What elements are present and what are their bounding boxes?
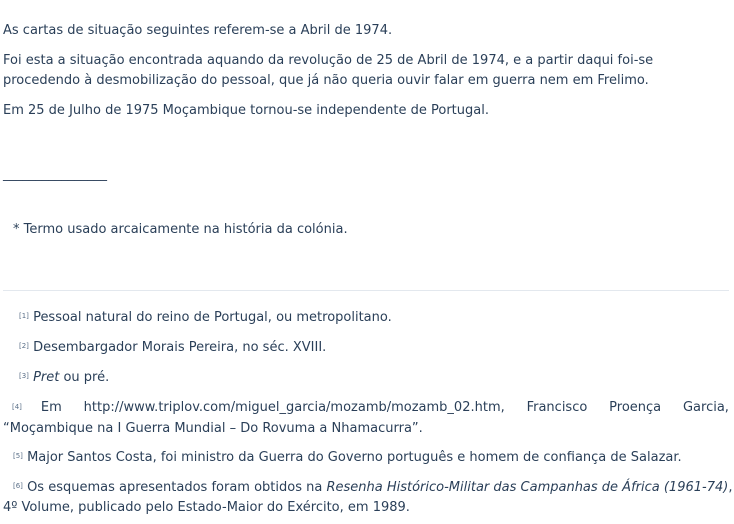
footnote-6-mark[interactable]: [6] <box>13 482 23 490</box>
footnote-4-link[interactable]: http://www.triplov.com/miguel_garcia/mozamb/mozamb_02.htm, <box>83 400 505 415</box>
footnote-6 <box>3 478 733 518</box>
footnote-6-post: , <box>728 480 733 495</box>
footnotes-divider <box>3 290 729 291</box>
footnote-3-italic: Pret <box>33 370 60 385</box>
separator-line: ________________ <box>3 167 107 182</box>
paragraph-independence: Em 25 de Julho de 1975 Moçambique tornou-se independente de Portugal. <box>3 103 489 118</box>
footnote-4-title: “Moçambique na I Guerra Mundial – Do Rovuma a Nhamacurra”. <box>3 421 423 436</box>
footnote-1-text: Pessoal natural do reino de Portugal, ou metropolitano. <box>33 310 392 325</box>
footnote-5-text: Major Santos Costa, foi ministro da Guerra do Governo português e homem de confiança de Salazar. <box>27 450 682 465</box>
footnote-4-mark[interactable]: [4] <box>12 403 22 411</box>
footnote-4 <box>3 398 729 439</box>
paragraph-intro: As cartas de situação seguintes referem-se a Abril de 1974. <box>3 23 393 38</box>
footnote-5 <box>13 448 682 468</box>
footnote-6-line2: 4º Volume, publicado pelo Estado-Maior do Exército, em 1989. <box>3 500 410 515</box>
asterisk-note: * Termo usado arcaicamente na história da colónia. <box>13 222 348 237</box>
footnote-1 <box>19 308 392 328</box>
footnote-3-mark[interactable]: [3] <box>19 372 29 380</box>
footnote-4-author-last: Garcia, <box>682 400 729 415</box>
footnote-4-author-first: Francisco <box>526 400 588 415</box>
footnote-5-mark[interactable]: [5] <box>13 452 23 460</box>
footnote-4-author-middle: Proença <box>609 400 662 415</box>
paragraph-revolution: Foi esta a situação encontrada aquando da revolução de 25 de Abril de 1974, e a partir daqui foi-se procedendo à desmobilização do pessoal, que já não queria ouvir falar em guerra nem em Frelimo. <box>3 53 654 88</box>
footnote-3-text: ou pré. <box>59 370 110 385</box>
footnote-4-prefix: Em <box>40 400 62 415</box>
footnote-6-pre: Os esquemas apresentados foram obtidos na <box>27 480 327 495</box>
footnote-2-text: Desembargador Morais Pereira, no séc. XVIII. <box>33 340 327 355</box>
footnote-2 <box>19 338 326 358</box>
footnote-3 <box>19 368 109 388</box>
footnote-6-source-title: Resenha Histórico-Militar das Campanhas de África (1961-74) <box>326 480 729 495</box>
footnote-1-mark[interactable]: [1] <box>19 312 29 320</box>
footnote-2-mark[interactable]: [2] <box>19 342 29 350</box>
